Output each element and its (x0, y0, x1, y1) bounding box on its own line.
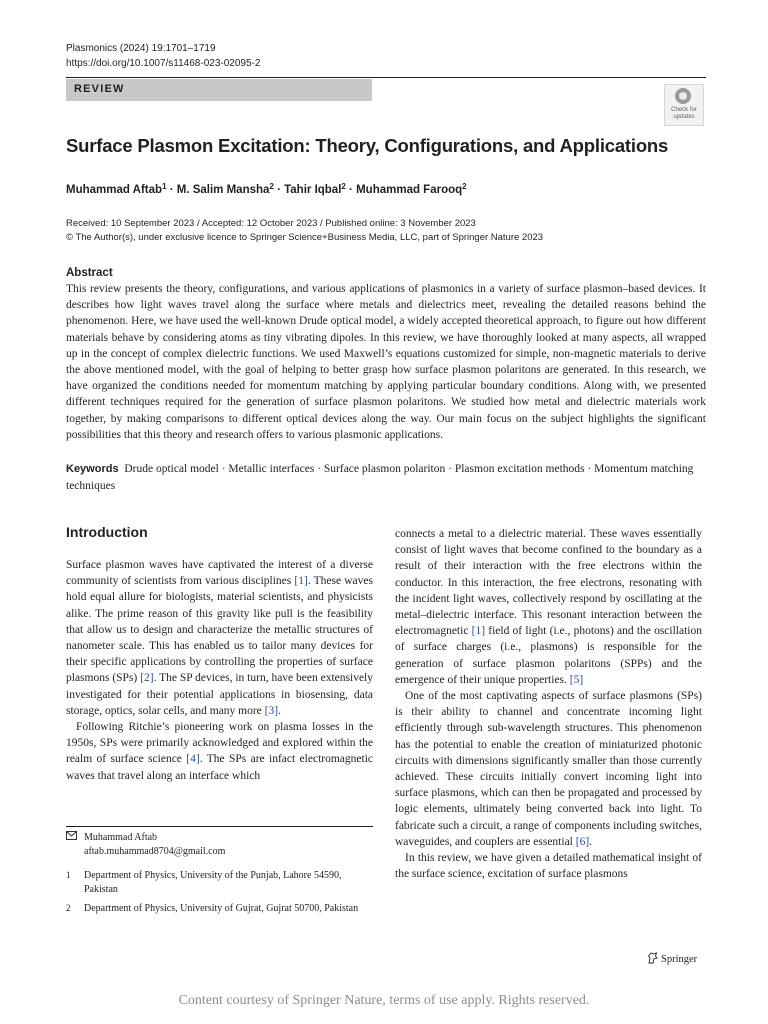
author-affiliation: 2 (269, 182, 274, 191)
citation-link[interactable]: [3] (264, 704, 279, 717)
corresponding-email[interactable]: aftab.muhammad8704@gmail.com (84, 845, 226, 857)
affiliation-2 (66, 902, 373, 930)
doi-link[interactable]: https://doi.org/10.1007/s11468-023-02095-2 (66, 58, 261, 69)
citation-link[interactable]: [4] (186, 753, 200, 766)
keywords-label: Keywords (66, 463, 119, 475)
right-column (395, 526, 702, 882)
badge-line1: Check for (671, 107, 697, 113)
history-dates: Received: 10 September 2023 / Accepted: 12 October 2023 / Published online: 3 November 2023 (66, 218, 476, 229)
affiliation-text: Department of Physics, University of the Punjab, Lahore 54590, Pakistan (84, 870, 342, 895)
author-affiliation: 1 (162, 182, 167, 191)
introduction-heading: Introduction (66, 524, 148, 540)
text-run: Following Ritchie’s pioneering work on plasma losses in the 1950s, SPs were primarily acknowledged and explored within the realm of surface science (66, 721, 373, 766)
keywords-text: Drude optical model · Metallic interfaces · Surface plasmon polariton · Plasmon excitation methods · Momentum matching techniques (66, 463, 694, 492)
abstract-heading: Abstract (66, 267, 113, 279)
badge-line2: updates (673, 114, 695, 120)
article-title: Surface Plasmon Excitation: Theory, Configurations, and Applications (66, 135, 669, 156)
section-type-label: REVIEW (74, 83, 125, 95)
text-run: . (589, 835, 593, 848)
author-affiliation: 2 (341, 182, 346, 191)
paragraph (66, 719, 373, 784)
paragraph: In this review, we have given a detailed mathematical insight of the surface science, excitation of surface plasmons (395, 852, 702, 881)
corresponding-author (66, 831, 373, 859)
affiliation-1 (66, 869, 373, 897)
affiliation-text: Department of Physics, University of Gujrat, Gujrat 50700, Pakistan (84, 903, 359, 914)
footnote-rule (66, 826, 373, 827)
text-run: . (278, 704, 281, 717)
journal-line: Plasmonics (2024) 19:1701–1719 (66, 43, 216, 54)
author-separator: · (345, 184, 357, 196)
author-list (66, 179, 467, 198)
paragraph (395, 526, 702, 688)
paragraph (395, 688, 702, 850)
author-separator: · (273, 184, 285, 196)
envelope-icon (66, 831, 77, 845)
corresponding-name: Muhammad Aftab (84, 832, 158, 843)
section-type-bar (66, 79, 372, 101)
text-run: . The SP devices, in turn, have been extensively investigated for their potential applications in biosensing, data storage, optics, solar cells, and many more (66, 672, 374, 717)
affiliation-number: 2 (66, 903, 71, 913)
author-name[interactable]: Muhammad Aftab (66, 184, 163, 196)
text-run: One of the most captivating aspects of surface plasmons (SPs) is their ability to channel and concentrate incoming light efficiently through sub-wavelength structures. This phenomenon has the potential to enable the creation of miniaturized photonic circuits with dimensions significantly smaller than those currently achieved. These circuits initially convert incoming light into surface plasmons, which can then be propagated and processed by logic elements, ultimately being converted back into light. To fabricate such a circuit, a range of components including switches, waveguides, and couplers are essential (395, 690, 702, 848)
left-column (66, 557, 373, 784)
citation-link[interactable]: [2] (140, 672, 154, 685)
update-check-icon (675, 88, 691, 104)
citation-link[interactable]: [1] (294, 575, 308, 588)
text-run: . The SPs are infact electromagnetic waves that travel along an interface which (66, 753, 373, 782)
copyright-line: © The Author(s), under exclusive licence to Springer Science+Business Media, LLC, part of Springer Nature 2023 (66, 232, 544, 243)
journal-citation (66, 41, 260, 71)
springer-horse-icon (647, 952, 658, 964)
affiliation-number: 1 (66, 870, 71, 880)
author-name[interactable]: Tahir Iqbal (284, 184, 342, 196)
publisher-mark (647, 952, 697, 965)
author-name[interactable]: M. Salim Mansha (176, 184, 270, 196)
text-run: . These waves hold equal allure for biologists, material scientists, and physicists alike. The prime reason of this gravity like pull is the feasibility that allow us to design and characterize the metallic structures of nanometer scale. This has enabled us to tailor many devices for their specific applications by controlling the properties of surface plasmons (SPs) (66, 575, 373, 685)
publication-history (66, 217, 543, 245)
paragraph (66, 557, 373, 719)
text-run: Surface plasmon waves have captivated the interest of a diverse community of scientists from various disciplines (66, 559, 373, 588)
check-for-updates-badge[interactable] (664, 84, 704, 126)
citation-link[interactable]: [6] (575, 835, 590, 848)
abstract-text: This review presents the theory, configurations, and various applications of plasmonics in a variety of surface plasmon–based devices. It describes how light waves travel along the surface where metals and dielectrics meet, revealing the detailed reasons behind the phenomenon. Here, we have used the well-known Drude optical model, a widely accepted theoretical approach, to figure out how different materials behave by considering atoms as tiny vibrating dipoles. In this review, we have thoroughly looked at many aspects, all wrapped up in the concept of complex dielectric functions. We used Maxwell’s equations customized for simple, non-magnetic materials to derive the above mentioned model, with the goal of helping to better grasp how surface plasmon polaritons are generated. In this research, we have organized the conditions needed for momentum matching by applying particular boundary conditions. Along with, we presented different techniques required for the generation of surface plasmon polaritons. We studied how metal and dielectric materials work together, by making comparisons to different optical devices along the way. Our main focus on the subject highlights the significant possibilities that this theory and research offers to various plasmonic applications. (66, 283, 706, 441)
courtesy-watermark: Content courtesy of Springer Nature, terms of use apply. Rights reserved. (178, 993, 590, 1008)
text-run: field of light (i.e., photons) and the oscillation of surface charges (i.e., plasmons) is responsible for the generation of surface plasmon polaritons (SPPs) and the emergence of their unique properties. (395, 625, 702, 686)
publisher-name: Springer (661, 954, 698, 965)
citation-link[interactable]: [5] (569, 673, 584, 686)
text-run: connects a metal to a dielectric material. These waves essentially consist of light waves that become confined to the boundary as a result of their interaction with the free electrons within the conductor. In this interaction, the free electrons, resonating with the incident light waves, collectively respond by oscillating at the metal–dielectric interface. This resonant interaction between the electromagnetic (395, 528, 702, 638)
author-separator: · (166, 184, 177, 196)
citation-link[interactable]: [1] (471, 625, 486, 638)
keywords (66, 461, 706, 495)
header-rule (66, 77, 706, 78)
author-name[interactable]: Muhammad Farooq (356, 184, 463, 196)
author-affiliation: 2 (462, 182, 467, 191)
